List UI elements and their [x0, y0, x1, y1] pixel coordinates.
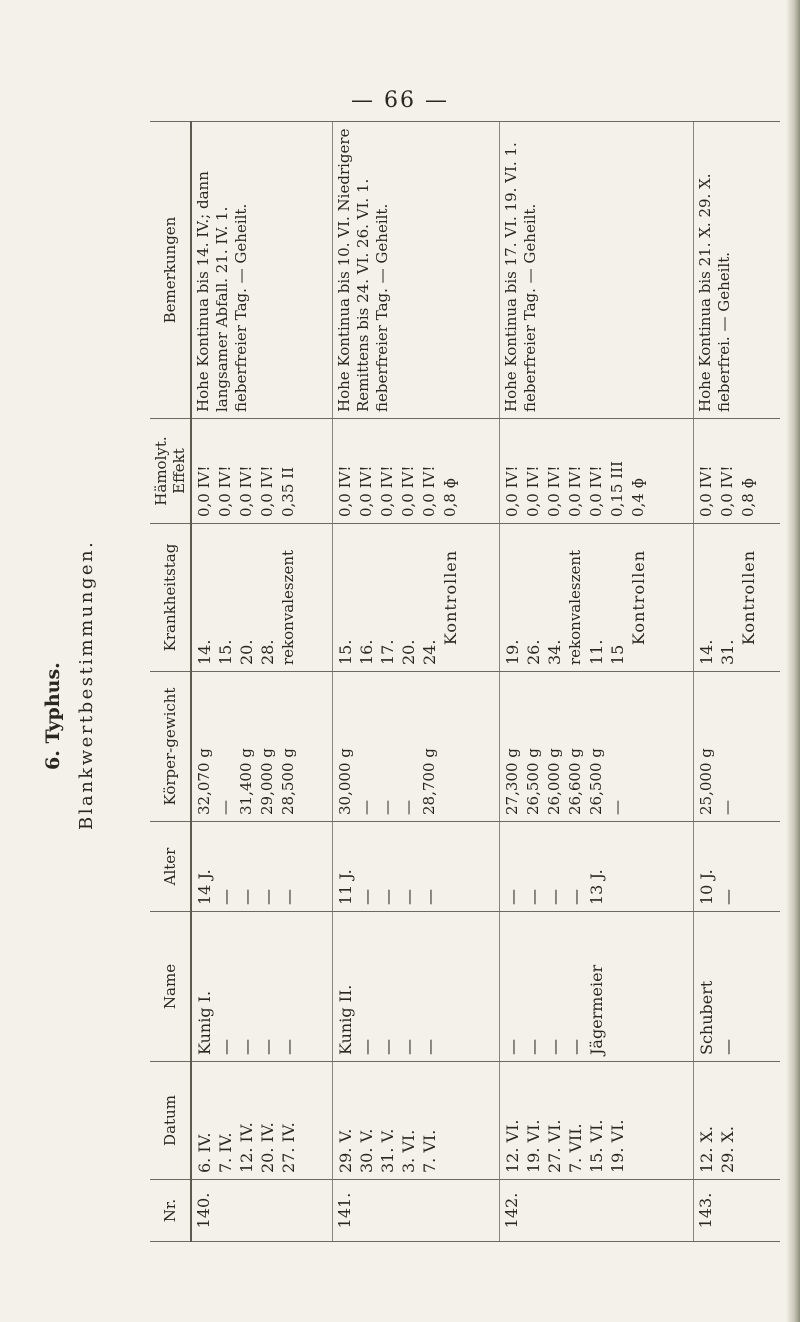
row-name: [694, 912, 780, 1062]
effekt-cell: 0,0 IV!: [419, 465, 438, 517]
alter-cell: —: [258, 889, 277, 905]
krankheitstag-cell: 14.: [195, 639, 214, 665]
gewicht-cell: 26,600 g: [566, 748, 585, 815]
effekt-cell: 0,0 IV!: [545, 465, 564, 517]
effekt-cell: 0,0 IV!: [718, 465, 737, 517]
datum-cell: 27. IV.: [279, 1122, 298, 1173]
name-cell: Kunig II.: [335, 984, 355, 1055]
gewicht-cell: 32,070 g: [195, 748, 213, 815]
row-krankheitstag: [694, 524, 780, 672]
krankheitstag-cell: 34.: [545, 639, 565, 665]
alter-cell: —: [279, 889, 298, 905]
effekt-cell: 0,0 IV!: [587, 465, 606, 517]
col-effekt: Hämolyt. Effekt: [150, 419, 191, 524]
datum-cell: 29. X.: [718, 1125, 738, 1173]
gewicht-cell: 27,300 g: [503, 748, 522, 815]
krankheitstag-cell: 20.: [398, 639, 418, 665]
page-number: — 66 —: [351, 88, 449, 113]
gewicht-cell: 31,400 g: [237, 748, 255, 815]
name-cell: —: [566, 1039, 586, 1055]
alter-cell: —: [356, 889, 376, 905]
row-name: [191, 912, 332, 1062]
name-cell: —: [258, 1039, 277, 1055]
row-alter: [191, 822, 332, 912]
datum-cell: 19. VI.: [524, 1119, 544, 1173]
alter-cell: —: [377, 889, 397, 905]
alter-cell: 13 J.: [587, 869, 607, 905]
col-bemerkungen: Bemerkungen: [150, 122, 191, 419]
datum-cell: 30. V.: [356, 1128, 376, 1173]
gewicht-cell: —: [216, 800, 234, 815]
gewicht-cell: —: [718, 800, 737, 815]
name-cell: —: [545, 1039, 565, 1055]
alter-cell: —: [398, 889, 418, 905]
effekt-cell: 0,0 IV!: [377, 465, 396, 517]
effekt-cell: 0,0 IV!: [335, 465, 354, 517]
alter-cell: 14 J.: [195, 869, 214, 905]
table-container: [150, 122, 780, 1242]
effekt-cell: 0,0 IV!: [195, 465, 213, 517]
krankheitstag-cell: 16.: [356, 639, 376, 665]
name-cell: —: [398, 1039, 418, 1055]
table-row: [332, 122, 499, 1242]
gewicht-cell: —: [377, 800, 396, 815]
col-datum: Datum: [150, 1062, 191, 1180]
table-row: [500, 122, 694, 1242]
gewicht-cell: 29,000 g: [258, 748, 276, 815]
krankheitstag-cell: 15.: [216, 639, 235, 665]
gewicht-cell: 30,000 g: [335, 748, 354, 815]
name-cell: —: [524, 1039, 544, 1055]
alter-cell: —: [237, 889, 256, 905]
krankheitstag-cell: 26.: [524, 639, 544, 665]
gewicht-cell: —: [608, 800, 627, 815]
row-effekt: [191, 419, 332, 524]
row-bemerkungen: Hohe Kontinua bis 14. IV.; dann langsamer Abfall. 21. IV. 1. fieberfreier Tag. — Geheilt.: [191, 122, 332, 419]
col-alter: Alter: [150, 822, 191, 912]
name-cell: —: [356, 1039, 376, 1055]
kontrollen-label: Kontrollen: [629, 549, 649, 646]
kontrolle-effekt: 0,4 ɸ: [629, 477, 648, 517]
row-krankheitstag: [500, 524, 694, 672]
gewicht-cell: 26,500 g: [587, 748, 606, 815]
datum-cell: 12. VI.: [503, 1119, 523, 1173]
krankheitstag-cell: 15: [608, 644, 628, 665]
row-nr: 142.: [500, 1180, 694, 1242]
row-alter: [500, 822, 694, 912]
col-nr: Nr.: [150, 1180, 191, 1242]
effekt-cell: 0,0 IV!: [258, 465, 276, 517]
alter-cell: —: [503, 889, 523, 905]
gewicht-cell: 28,500 g: [279, 748, 297, 815]
table-row: [694, 122, 780, 1242]
datum-cell: 7. VII.: [566, 1123, 586, 1173]
name-cell: —: [216, 1039, 235, 1055]
name-cell: —: [503, 1039, 523, 1055]
row-alter: [332, 822, 499, 912]
rekonvaleszent-note: rekonvaleszent: [566, 549, 585, 665]
page-edge-shadow: [786, 0, 800, 1322]
krankheitstag-cell: 28.: [258, 639, 277, 665]
kontrollen-label: Kontrollen: [440, 549, 460, 646]
table-row: [191, 122, 332, 1242]
row-nr: 140.: [191, 1180, 332, 1242]
krankheitstag-cell: 20.: [237, 639, 256, 665]
alter-cell: —: [216, 889, 235, 905]
alter-cell: —: [718, 889, 738, 905]
section-title: 6. Typhus.: [42, 662, 64, 770]
effekt-cell: 0,35 II: [279, 466, 297, 517]
name-cell: —: [419, 1039, 439, 1055]
kontrolle-effekt: 0,8 ɸ: [739, 477, 758, 517]
name-cell: Kunig I.: [195, 990, 214, 1055]
effekt-cell: 0,0 IV!: [356, 465, 375, 517]
krankheitstag-cell: 31.: [718, 639, 738, 665]
krankheitstag-cell: 24.: [419, 639, 439, 665]
effekt-cell: 0,0 IV!: [566, 465, 585, 517]
row-gewicht: [500, 672, 694, 822]
row-gewicht: [191, 672, 332, 822]
row-effekt: [500, 419, 694, 524]
row-datum: [500, 1062, 694, 1180]
rekonvaleszent-note: rekonvaleszent: [279, 549, 297, 665]
row-datum: [191, 1062, 332, 1180]
row-effekt: [332, 419, 499, 524]
gewicht-cell: 26,000 g: [545, 748, 564, 815]
datum-cell: 7. IV.: [216, 1132, 235, 1173]
alter-cell: —: [524, 889, 544, 905]
datum-cell: 3. VI.: [398, 1129, 418, 1173]
row-datum: [694, 1062, 780, 1180]
krankheitstag-cell: 15.: [335, 639, 355, 665]
col-krankheitstag: Krankheitstag: [150, 524, 191, 672]
alter-cell: —: [419, 889, 439, 905]
row-nr: 143.: [694, 1180, 780, 1242]
gewicht-cell: 28,700 g: [419, 748, 438, 815]
row-bemerkungen: Hohe Kontinua bis 17. VI. 19. VI. 1. fieberfreier Tag. — Geheilt.: [500, 122, 694, 419]
krankheitstag-cell: 19.: [503, 639, 523, 665]
krankheitstag-cell: 11.: [587, 639, 607, 665]
effekt-cell: 0,0 IV!: [524, 465, 543, 517]
datum-cell: 7. VI.: [419, 1129, 439, 1173]
alter-cell: —: [566, 889, 586, 905]
col-gewicht: Körper-gewicht: [150, 672, 191, 822]
name-cell: —: [279, 1039, 298, 1055]
datum-cell: 12. X.: [697, 1125, 717, 1173]
kontrolle-effekt: 0,8 ɸ: [440, 477, 459, 517]
header-row: [150, 122, 191, 1242]
alter-cell: 11 J.: [335, 869, 355, 905]
effekt-cell: 0,0 IV!: [398, 465, 417, 517]
datum-cell: 27. VI.: [545, 1119, 565, 1173]
effekt-cell: 0,15 III: [608, 461, 627, 517]
blankwert-table: [150, 121, 780, 1242]
row-krankheitstag: [191, 524, 332, 672]
effekt-cell: 0,0 IV!: [503, 465, 522, 517]
row-effekt: [694, 419, 780, 524]
row-bemerkungen: Hohe Kontinua bis 21. X. 29. X. fieberfrei. — Geheilt.: [694, 122, 780, 419]
gewicht-cell: —: [356, 800, 375, 815]
row-name: [332, 912, 499, 1062]
name-cell: Jägermeier: [587, 964, 607, 1055]
effekt-cell: 0,0 IV!: [697, 465, 716, 517]
row-gewicht: [332, 672, 499, 822]
name-cell: —: [377, 1039, 397, 1055]
row-datum: [332, 1062, 499, 1180]
gewicht-cell: 25,000 g: [697, 748, 716, 815]
row-name: [500, 912, 694, 1062]
name-cell: —: [237, 1039, 256, 1055]
datum-cell: 19. VI.: [608, 1119, 628, 1173]
row-nr: 141.: [332, 1180, 499, 1242]
datum-cell: 15. VI.: [587, 1119, 607, 1173]
datum-cell: 12. IV.: [237, 1122, 256, 1173]
name-cell: —: [718, 1039, 738, 1055]
krankheitstag-cell: 17.: [377, 639, 397, 665]
krankheitstag-cell: 14.: [697, 639, 717, 665]
datum-cell: 31. V.: [377, 1128, 397, 1173]
row-bemerkungen: Hohe Kontinua bis 10. VI. Niedrigere Remittens bis 24. VI. 26. VI. 1. fieberfreier Tag. — Geheilt.: [332, 122, 499, 419]
row-gewicht: [694, 672, 780, 822]
name-cell: Schubert: [697, 980, 717, 1055]
datum-cell: 20. IV.: [258, 1122, 277, 1173]
datum-cell: 6. IV.: [195, 1132, 214, 1173]
effekt-cell: 0,0 IV!: [216, 465, 234, 517]
col-name: Name: [150, 912, 191, 1062]
section-subtitle: Blankwertbestimmungen.: [76, 539, 97, 830]
datum-cell: 29. V.: [335, 1128, 355, 1173]
gewicht-cell: —: [398, 800, 417, 815]
row-alter: [694, 822, 780, 912]
kontrollen-label: Kontrollen: [739, 549, 759, 646]
effekt-cell: 0,0 IV!: [237, 465, 255, 517]
gewicht-cell: 26,500 g: [524, 748, 543, 815]
row-krankheitstag: [332, 524, 499, 672]
alter-cell: —: [545, 889, 565, 905]
alter-cell: 10 J.: [697, 869, 717, 905]
